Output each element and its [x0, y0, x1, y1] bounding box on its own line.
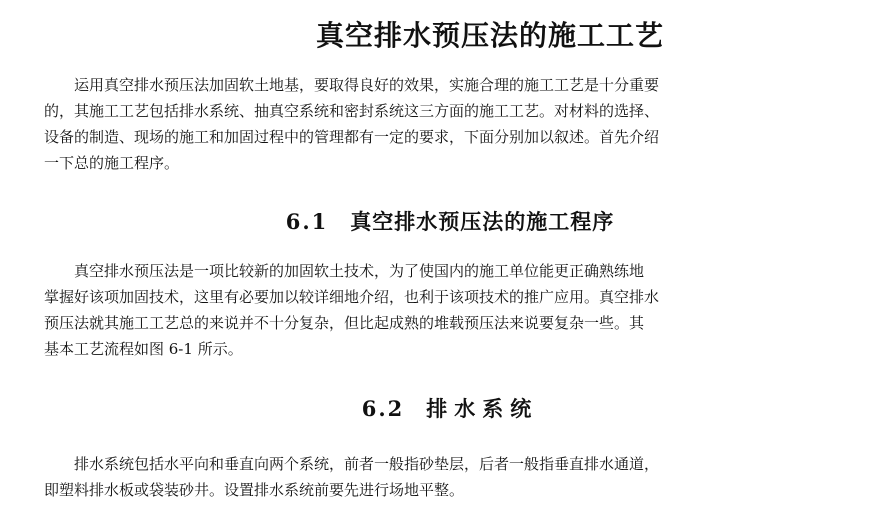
section-heading-6-1 — [0, 206, 870, 236]
chapter-title: 真空排水预压法的施工工艺 — [315, 19, 664, 52]
section-6-1-paragraph — [44, 258, 820, 362]
section-number: 6.1 — [285, 209, 329, 234]
paragraph-line: 的，其施工工艺包括排水系统、抽真空系统和密封系统这三方面的施工工艺。对材料的选择、 — [44, 102, 660, 120]
paragraph-line: 排水系统包括水平向和垂直向两个系统，前者一般指砂垫层，后者一般指垂直排水通道， — [74, 455, 660, 473]
paragraph-line: 运用真空排水预压法加固软土地基，要取得良好的效果，实施合理的施工工艺是十分重要 — [74, 76, 660, 94]
paragraph-line: 掌握好该项加固技术，这里有必要加以较详细地介绍，也利于该项技术的推广应用。真空排水 — [44, 288, 660, 306]
paragraph-line: 真空排水预压法是一项比较新的加固软土技术，为了使国内的施工单位能更正确熟练地 — [74, 262, 645, 280]
section-heading-6-2 — [0, 393, 870, 423]
section-number: 6.2 — [361, 396, 405, 421]
section-title: 排水系统 — [426, 396, 539, 421]
section-6-2-paragraph — [44, 451, 820, 503]
paragraph-line: 即塑料排水板或袋装砂井。设置排水系统前要先进行场地平整。 — [44, 481, 465, 499]
paragraph-line: 设备的制造、现场的施工和加固过程中的管理都有一定的要求，下面分别加以叙述。首先介绍 — [44, 128, 660, 146]
paragraph-line: 一下总的施工程序。 — [44, 154, 180, 172]
paragraph-line: 预压法就其施工工艺总的来说并不十分复杂，但比起成熟的堆载预压法来说要复杂一些。其 — [44, 314, 645, 332]
paragraph-line: 基本工艺流程如图 6-1 所示。 — [44, 340, 243, 358]
section-title: 真空排水预压法的施工程序 — [350, 209, 615, 234]
intro-paragraph — [44, 72, 820, 176]
